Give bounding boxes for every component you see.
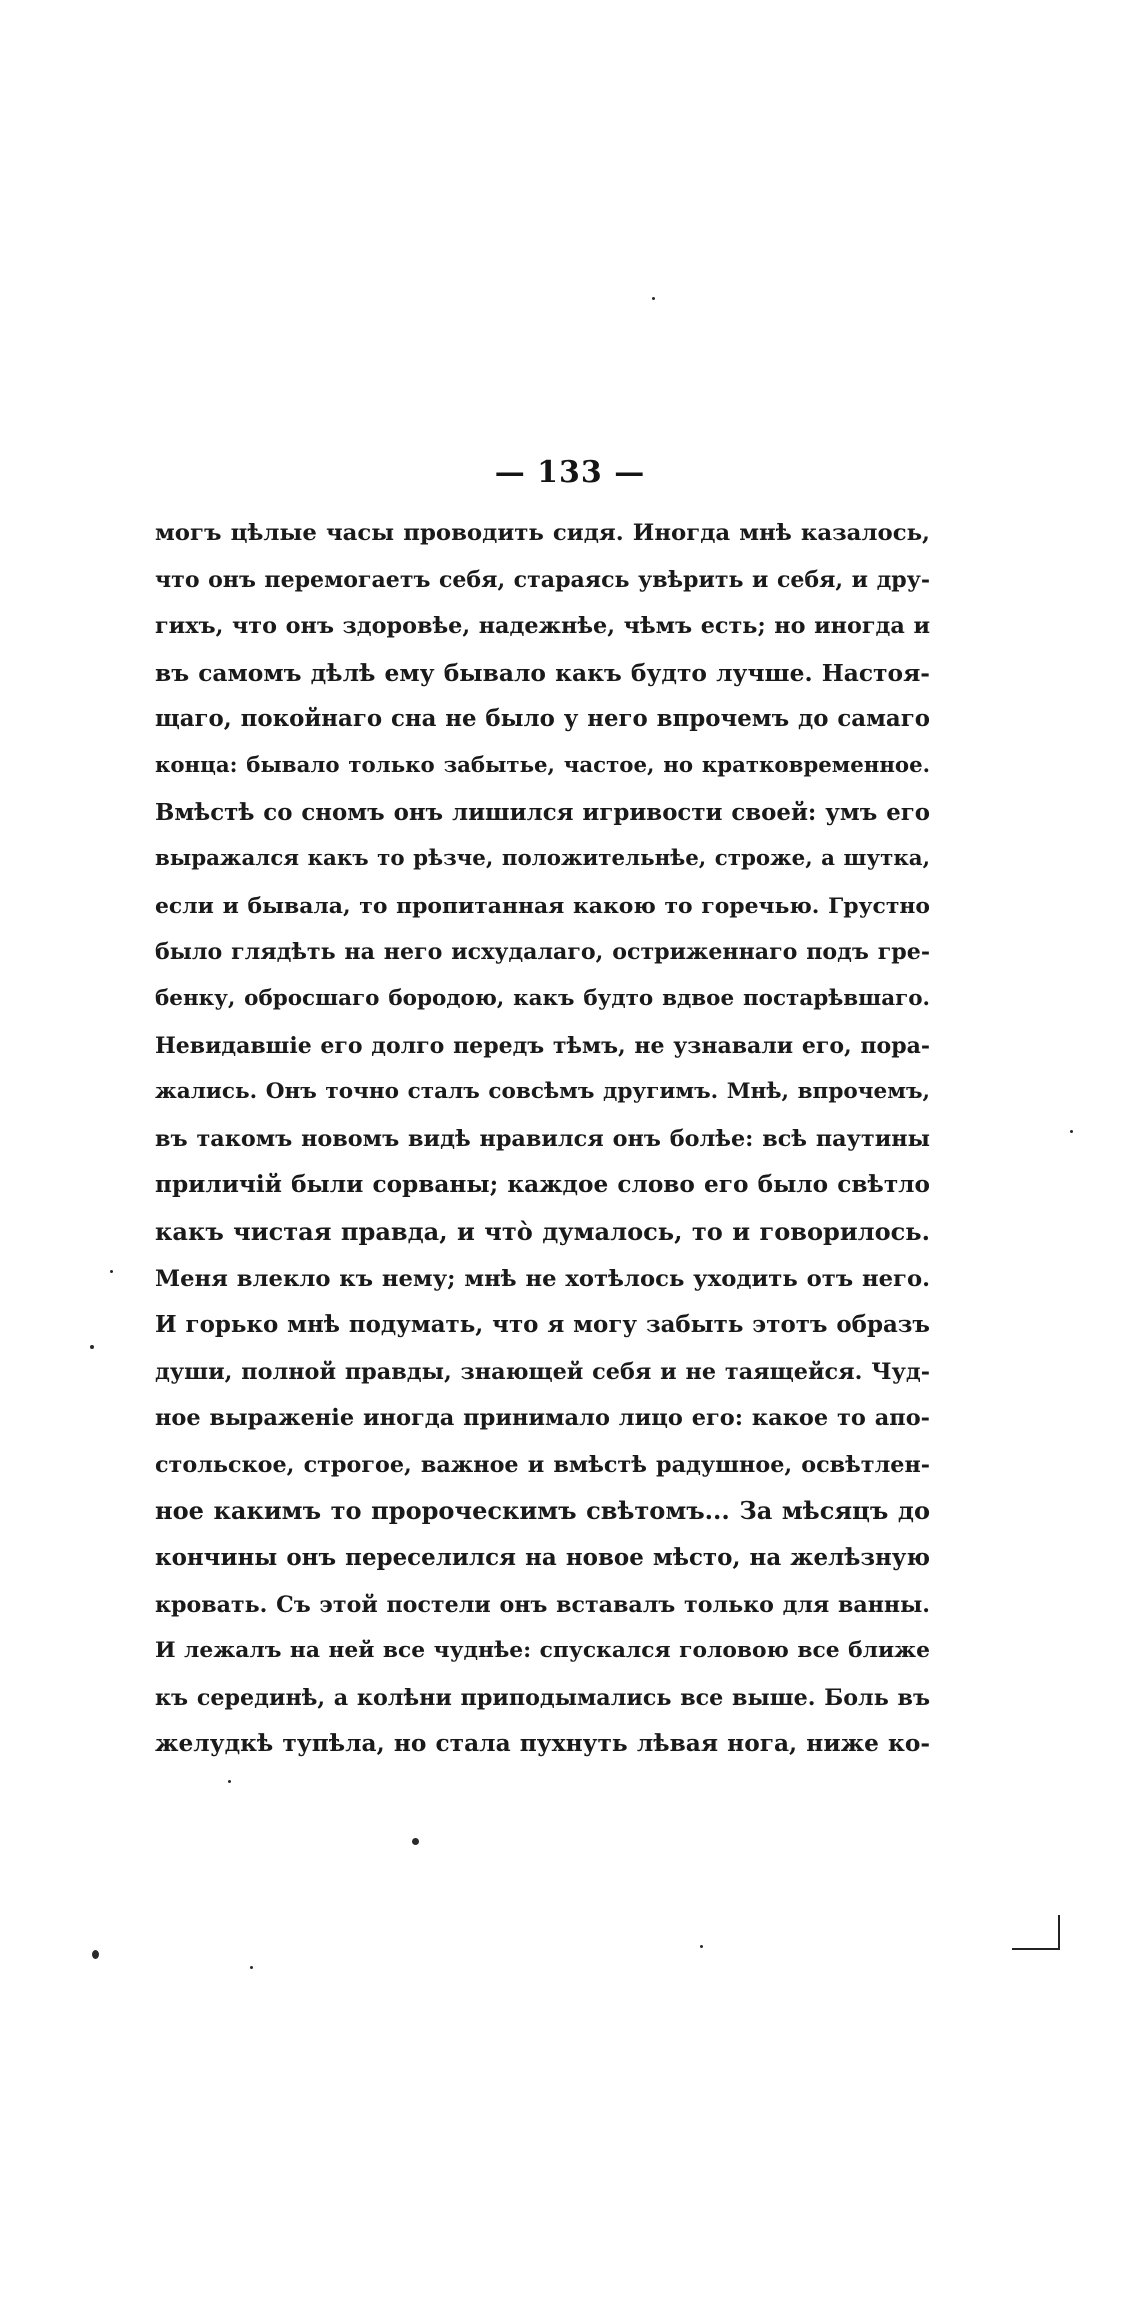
text-line: если и бывала, то пропитанная какою то горечью. Грустно [155,892,930,919]
page-number: — 133 — [494,455,646,490]
scan-speck [110,1270,113,1273]
text-line: могъ цѣлые часы проводить сидя. Иногда мнѣ казалось, [155,520,930,546]
scan-speck [1070,1130,1073,1133]
text-line: кончины онъ переселился на новое мѣсто, на желѣзную [155,1544,930,1572]
scan-speck [90,1345,94,1349]
text-line: какъ чистая правда, и что̀ думалось, то и говорилось. [155,1216,930,1246]
scan-mark [1012,1948,1060,1950]
text-line: Вмѣстѣ со сномъ онъ лишился игривости своей: умъ его [155,799,930,826]
text-line: что онъ перемогаетъ себя, стараясь увѣрить и себя, и дру- [155,566,930,593]
text-line: въ такомъ новомъ видѣ нравился онъ болѣе: всѣ паутины [155,1125,930,1152]
text-line: Невидавшіе его долго передъ тѣмъ, не узнавали его, пора- [155,1032,930,1059]
text-line: И горько мнѣ подумать, что я могу забыть этотъ образъ [155,1311,930,1339]
text-line: приличій были сорваны; каждое слово его было свѣтло [155,1171,930,1199]
text-line: жались. Онъ точно сталъ совсѣмъ другимъ. Мнѣ, впрочемъ, [155,1079,930,1105]
scan-speck [92,1950,99,1959]
body-text [155,510,930,1768]
text-line: выражался какъ то рѣзче, положительнѣе, строже, а шутка, [155,846,930,872]
text-line: конца: бывало только забытье, частое, но кратковременное. [155,752,930,778]
text-line: ное какимъ то пророческимъ свѣтомъ... За мѣсяцъ до [155,1496,930,1526]
text-line: щаго, покойнаго сна не было у него впрочемъ до самаго [155,706,930,733]
scan-speck [228,1780,231,1783]
text-line: желудкѣ тупѣла, но стала пухнуть лѣвая нога, ниже ко- [155,1730,930,1758]
text-line: ное выраженіе иногда принимало лицо его: какое то апо- [155,1405,930,1432]
scan-speck [412,1838,419,1845]
text-line: стольское, строгое, важное и вмѣстѣ радушное, освѣтлен- [155,1451,930,1478]
text-line: къ серединѣ, а колѣни приподымались все выше. Боль въ [155,1684,930,1711]
text-line: въ самомъ дѣлѣ ему бывало какъ будто лучше. Настоя- [155,658,930,687]
scan-speck [250,1966,253,1969]
scan-speck [652,297,655,300]
text-line: бенку, обросшаго бородою, какъ будто вдвое постарѣвшаго. [155,985,930,1011]
text-line: гихъ, что онъ здоровѣе, надежнѣе, чѣмъ есть; но иногда и [155,613,930,640]
text-line: кровать. Съ этой постели онъ вставалъ только для ванны. [155,1591,930,1618]
text-line: души, полной правды, знающей себя и не таящейся. Чуд- [155,1358,930,1385]
text-line: И лежалъ на ней все чуднѣе: спускался головою все ближе [155,1638,930,1664]
text-line: было глядѣть на него исхудалаго, остриженнаго подъ гре- [155,939,930,966]
scan-mark [1058,1915,1060,1949]
scan-speck [700,1945,703,1948]
text-line: Меня влекло къ нему; мнѣ не хотѣлось уходить отъ него. [155,1265,930,1292]
